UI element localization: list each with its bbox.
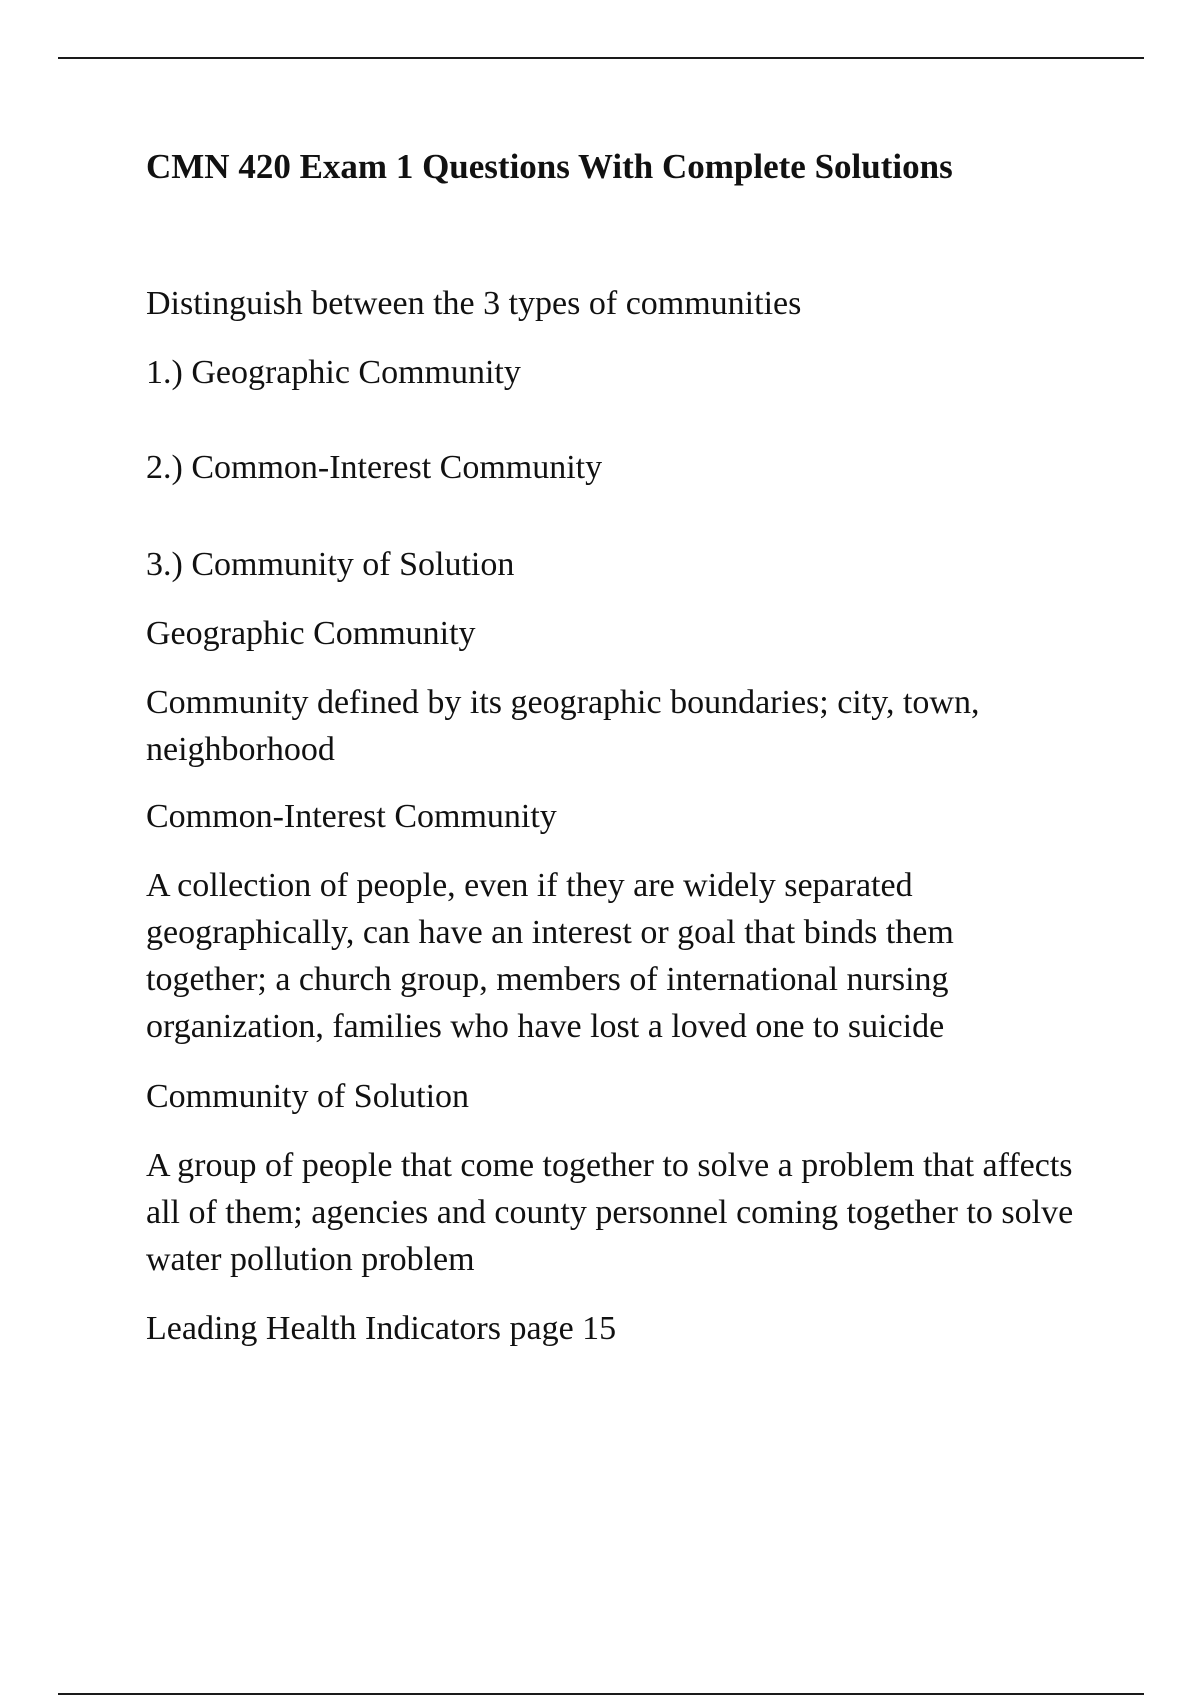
answer-list-item: 1.) Geographic Community <box>146 354 521 391</box>
answer-list-item: 2.) Common-Interest Community <box>146 449 603 486</box>
term-text: Geographic Community <box>146 615 476 652</box>
answer-list-item: 3.) Community of Solution <box>146 546 515 583</box>
document-title: CMN 420 Exam 1 Questions With Complete Solutions <box>146 147 953 186</box>
definition-text: A collection of people, even if they are widely separated geographically, can have an interest or goal that binds them together; a church group, members of international nursing organization, families who have lost a loved one to suicide <box>146 867 954 1045</box>
definition-text: Community defined by its geographic boundaries; city, town, neighborhood <box>146 684 980 768</box>
question-text: Distinguish between the 3 types of communities <box>146 285 802 322</box>
term-text: Leading Health Indicators page 15 <box>146 1310 617 1347</box>
bottom-divider <box>58 1693 1144 1695</box>
term-text: Community of Solution <box>146 1078 470 1115</box>
term-text: Common-Interest Community <box>146 798 557 835</box>
definition-text: A group of people that come together to solve a problem that affects all of them; agencies and county personnel coming together to solve water pollution problem <box>146 1147 1074 1278</box>
top-divider <box>58 57 1144 59</box>
